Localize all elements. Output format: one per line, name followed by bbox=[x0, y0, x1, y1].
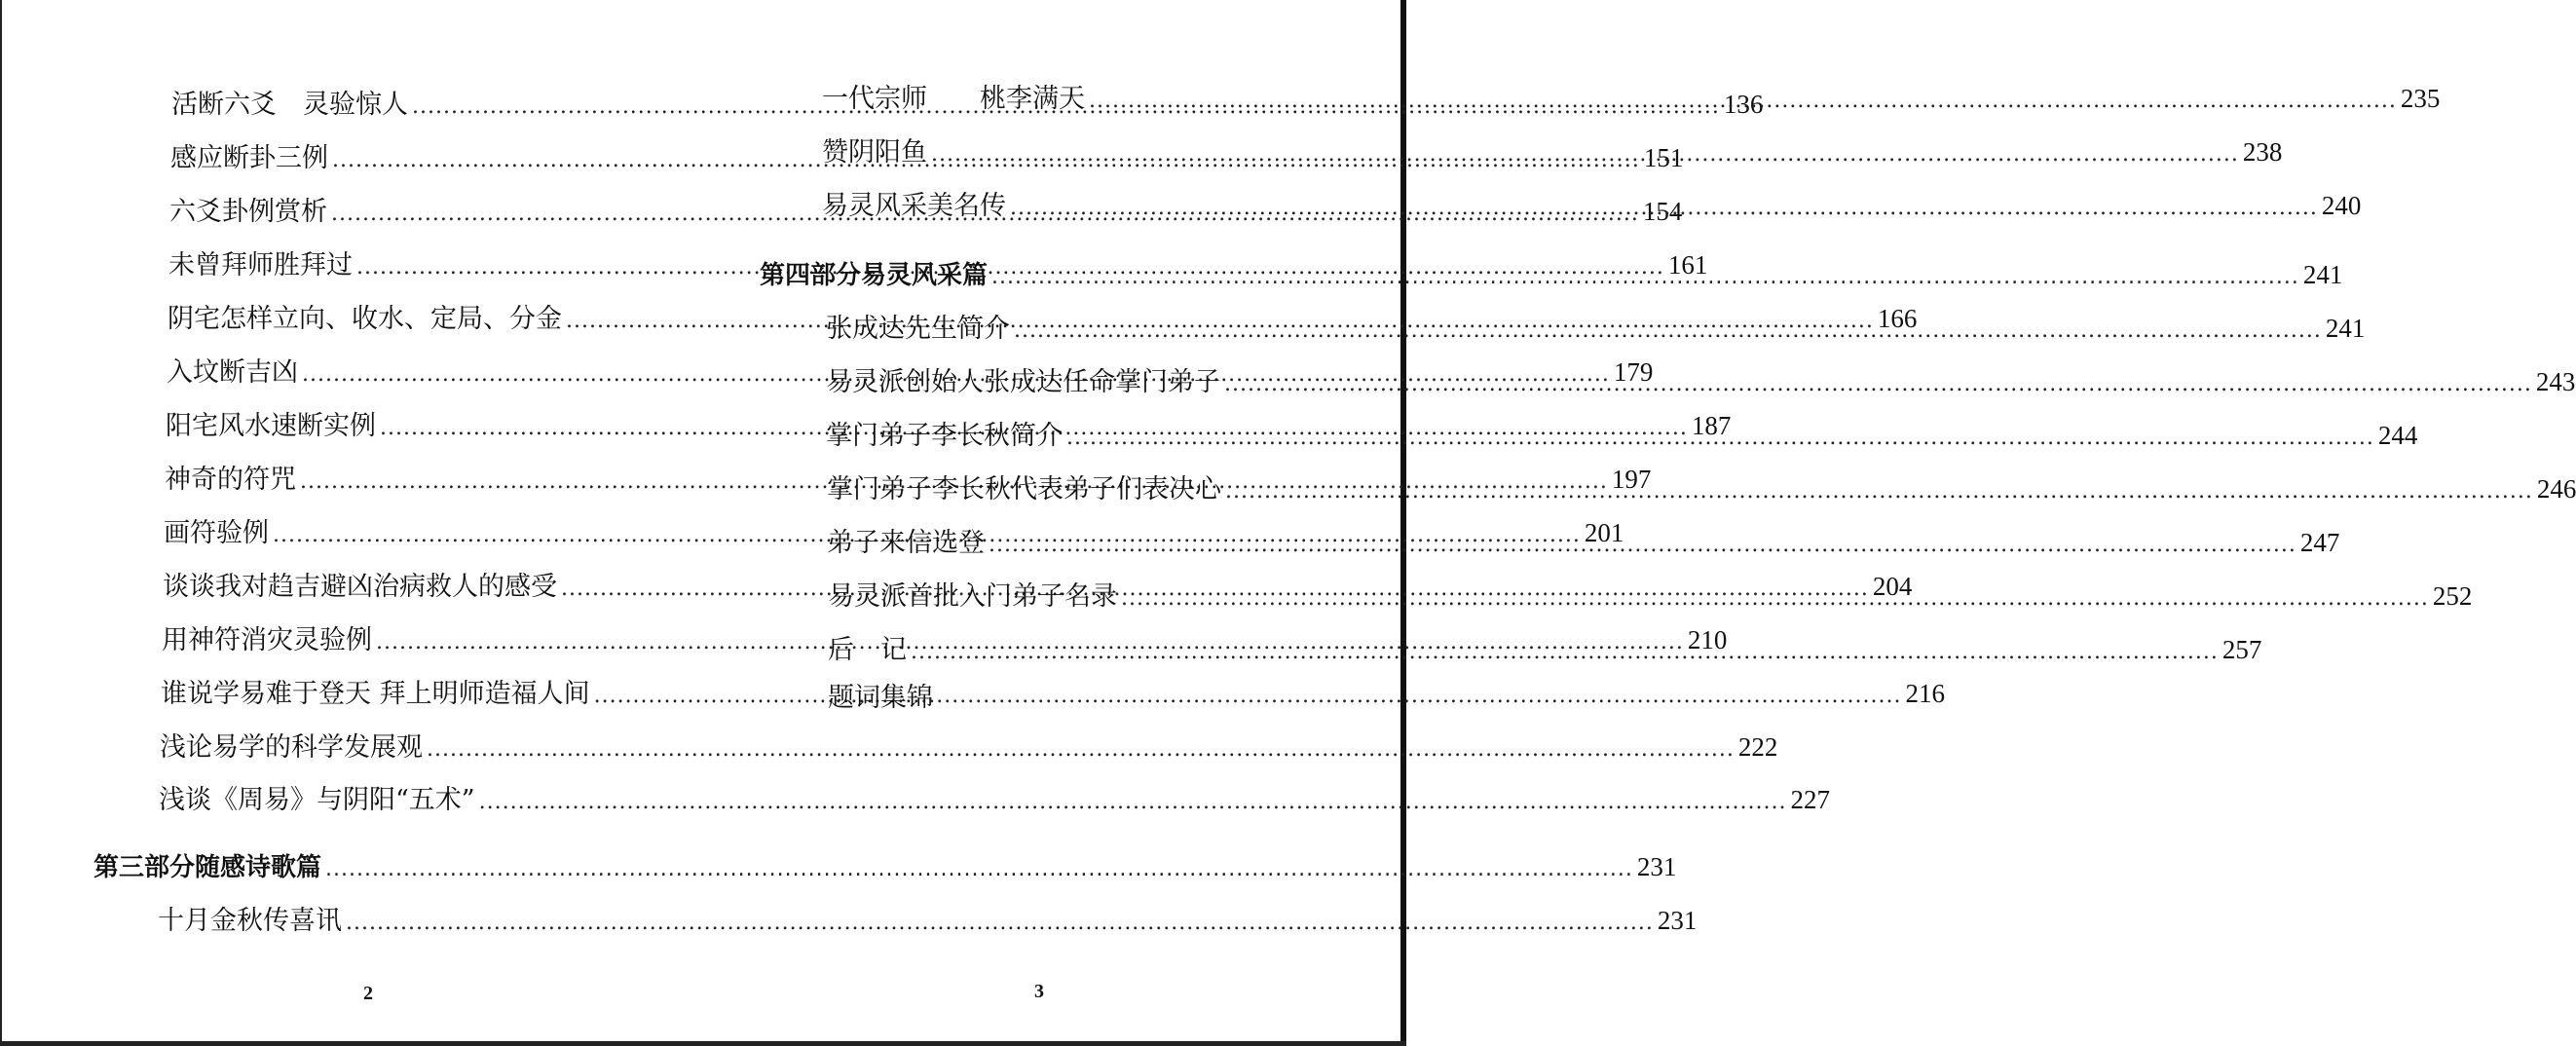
section-heading bbox=[93, 850, 1677, 886]
toc-entry-title: 阳宅风水速断实例 bbox=[166, 411, 376, 441]
toc-entry-page: 151 bbox=[1643, 143, 1684, 172]
toc-entry-title: 后 记 bbox=[828, 635, 907, 665]
toc-entry-title: 入坟断吉凶 bbox=[167, 357, 298, 388]
toc-entry-title: 阴宅怎样立向、收水、定局、分金 bbox=[168, 304, 562, 334]
section-page: 231 bbox=[1636, 852, 1677, 881]
toc-entry-page: 257 bbox=[2221, 635, 2262, 664]
toc-entry-page: 201 bbox=[1584, 518, 1624, 547]
toc-entry-title: 一代宗师 桃李满天 bbox=[822, 84, 1085, 114]
toc-entry-page: 247 bbox=[2299, 528, 2340, 557]
toc-entry-title: 六爻卦例赏析 bbox=[169, 197, 327, 227]
toc-entry-page: 243 bbox=[2535, 367, 2576, 396]
leader-dots bbox=[1010, 192, 2318, 225]
toc-entry-page: 210 bbox=[1687, 625, 1728, 654]
toc-entry bbox=[159, 783, 1830, 819]
toc-entry-page: 187 bbox=[1691, 411, 1732, 440]
page-number: 3 bbox=[1034, 981, 1044, 1002]
toc-entry-page: 161 bbox=[1667, 250, 1708, 280]
toc-entry-title: 画符验例 bbox=[164, 518, 269, 548]
leader-dots bbox=[1224, 368, 2532, 401]
toc-entry-title: 浅论易学的科学发展观 bbox=[160, 732, 423, 763]
toc-entry-page: 204 bbox=[1872, 572, 1913, 601]
toc-entry bbox=[160, 730, 1778, 766]
toc-entry-page: 179 bbox=[1613, 357, 1654, 387]
section-part: 第三部分 bbox=[93, 853, 196, 882]
leader-dots bbox=[1014, 315, 2322, 348]
leader-dots bbox=[1225, 475, 2533, 508]
toc-entry-title: 十月金秋传喜讯 bbox=[158, 906, 342, 936]
toc-entry-title: 易灵派首批入门弟子名录 bbox=[828, 581, 1117, 612]
toc-entry-page: 252 bbox=[2432, 581, 2473, 611]
toc-entry-page: 136 bbox=[1723, 90, 1764, 119]
toc-entry-title: 赞阴阳鱼 bbox=[822, 137, 927, 168]
toc-entry-title: 掌门弟子李长秋代表弟子们表决心 bbox=[827, 474, 1221, 504]
toc-entry-title: 易灵派创始人张成达任命掌门弟子 bbox=[826, 367, 1220, 397]
leader-dots bbox=[1066, 422, 2374, 455]
toc-entry-title: 张成达先生简介 bbox=[826, 314, 1010, 344]
section-part: 第四部分 bbox=[760, 261, 862, 290]
leader-dots bbox=[1121, 582, 2429, 616]
toc-entry-title: 感应断卦三例 bbox=[170, 143, 328, 173]
toc-entry-title: 用神符消灾灵验例 bbox=[162, 625, 372, 655]
leader-dots bbox=[931, 138, 2239, 171]
toc-entry-title: 谁说学易难于登天 拜上明师造福人间 bbox=[161, 679, 590, 709]
toc-entry-page: 244 bbox=[2377, 421, 2418, 450]
section-name: 易灵风采篇 bbox=[861, 261, 989, 290]
toc-entry-title: 神奇的符咒 bbox=[165, 465, 296, 495]
toc-entry-page: 227 bbox=[1790, 785, 1830, 814]
leader-dots bbox=[991, 261, 2299, 294]
page-number: 2 bbox=[363, 983, 373, 1004]
toc-entry-title: 谈谈我对趋吉避凶治病救人的感受 bbox=[163, 572, 557, 602]
leader-dots bbox=[911, 636, 2219, 669]
toc-entry-page: 197 bbox=[1611, 465, 1652, 494]
toc-entry-page: 231 bbox=[1657, 906, 1698, 935]
toc-entry-title: 未曾拜师胜拜过 bbox=[168, 250, 353, 280]
toc-entry-title: 浅谈《周易》与阴阳“五术” bbox=[159, 785, 475, 815]
section-page: 241 bbox=[2302, 260, 2343, 289]
toc-entry-title: 题词集锦 bbox=[828, 683, 933, 713]
toc-entry-page: 154 bbox=[1642, 197, 1683, 226]
toc-entry-title: 掌门弟子李长秋简介 bbox=[826, 421, 1063, 451]
toc-entry-title: 易灵风采美名传 bbox=[822, 191, 1006, 221]
toc-entry bbox=[158, 904, 1698, 940]
toc-entry-page: 241 bbox=[2325, 314, 2366, 343]
toc-entry-page: 240 bbox=[2321, 191, 2362, 220]
section-name: 随感诗歌篇 bbox=[195, 853, 322, 882]
toc-entry-page: 166 bbox=[1877, 304, 1918, 333]
toc-entry-page: 222 bbox=[1737, 732, 1778, 762]
leader-dots bbox=[1089, 85, 2397, 118]
leader-dots bbox=[989, 529, 2296, 562]
toc-entry-final bbox=[828, 682, 1120, 715]
toc-entry-title: 弟子来信选登 bbox=[827, 528, 985, 558]
toc-entry-page: 246 bbox=[2536, 474, 2576, 504]
toc-entry-page: 235 bbox=[2400, 84, 2441, 113]
toc-entry-title: 活断六爻 灵验惊人 bbox=[171, 90, 408, 120]
toc-entry-page: 238 bbox=[2242, 137, 2283, 167]
toc-entry-page: 216 bbox=[1905, 679, 1945, 708]
